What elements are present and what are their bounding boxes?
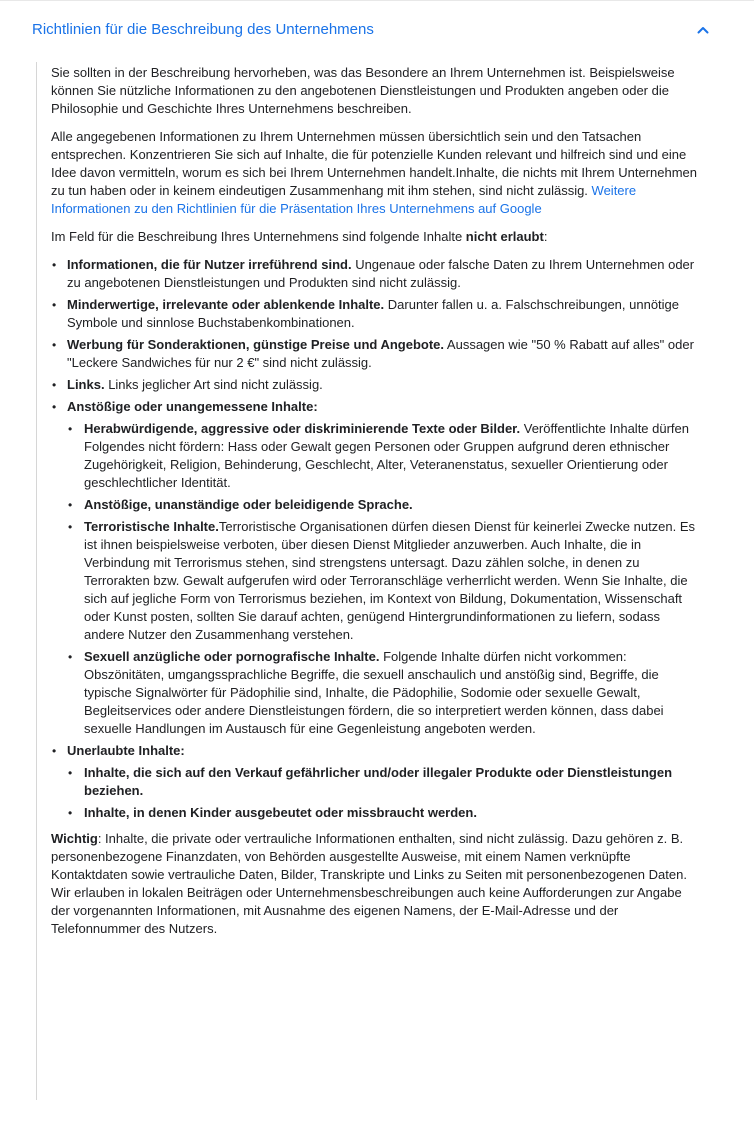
sublist-item bbox=[67, 764, 703, 800]
rules-list bbox=[51, 256, 703, 822]
sublist-item bbox=[67, 648, 703, 738]
rule-text: Darunter fallen u. a. Falschschreibungen, unnötige Symbole und sinnlose Buchstabenkombinationen. bbox=[67, 297, 680, 330]
accordion-title[interactable]: Richtlinien für die Beschreibung des Unternehmens bbox=[32, 21, 374, 38]
list-item bbox=[51, 256, 703, 292]
important-text: : Inhalte, die private oder vertrauliche Informationen enthalten, sind nicht zulässig. Dazu gehören z. B. personenbezogene Finanzdaten, von Behörden ausgestellte Ausweise, mit einem Namen verknüpfte Kontaktdaten sowie vertrauliche Daten, Bilder, Transkripte und Links zu Seiten mit personenbezogenen Daten. Wir erlauben in lokalen Beiträgen oder Unternehmensbeschreibungen auch keine Aufforderungen zur Angabe der vorgenannten Informationen, mit Ausnahme des eigenen Namens, der E-Mail-Adresse und der Telefonnummer des Nutzers. bbox=[51, 831, 687, 936]
rule-title: Anstößige oder unangemessene Inhalte: bbox=[67, 399, 318, 414]
rule-text: Aussagen wie "50 % Rabatt auf alles" oder "Leckere Sandwiches für nur 2 €" sind nicht zulässig. bbox=[67, 337, 694, 370]
subrule-title: Terroristische Inhalte. bbox=[84, 519, 219, 534]
intro-paragraph-3 bbox=[51, 228, 703, 246]
important-label: Wichtig bbox=[51, 831, 98, 846]
subrule-title: Anstößige, unanständige oder beleidigende Sprache. bbox=[84, 497, 413, 512]
subrule-title: Herabwürdigende, aggressive oder diskriminierende Texte oder Bilder. bbox=[84, 421, 521, 436]
subrule-text: Terroristische Organisationen dürfen diesen Dienst für keinerlei Zwecke nutzen. Es ist ihnen beispielsweise verboten, über diesen Dienst Mitglieder anzuwerben. Auch Inhalte, die in Verbindung mit Terrorismus stehen, sind strengstens untersagt. Dazu zählen solche, in denen zu Terrorakten bzw. Gewalt aufgerufen wird oder Terroranschläge verherrlicht werden. Wenn Sie Inhalte, die sich auf jegliche Form von Terrorismus beziehen, im Kontext von Bildung, Dokumentation, Wissenschaft oder Kunst posten, sollten Sie darauf achten, genügend Hintergrundinformationen zu liefern, sodass andere Nutzer den Zusammenhang verstehen. bbox=[84, 519, 696, 642]
intro-paragraph-2-text: Alle angegebenen Informationen zu Ihrem Unternehmen müssen übersichtlich sein und den Tatsachen entsprechen. Konzentrieren Sie sich auf Inhalte, die für potenzielle Kunden relevant und hilfreich sind und eine Idee davon vermitteln, worum es sich bei Ihrem Unternehmen handelt.Inhalte, die nichts mit Ihrem Unternehmen zu tun haben oder in keinem eindeutigen Zusammenhang mit ihm stehen, sind nicht zulässig. bbox=[51, 129, 697, 198]
intro-paragraph-3-text: Im Feld für die Beschreibung Ihres Unternehmens sind folgende Inhalte bbox=[51, 229, 466, 244]
sublist-item bbox=[67, 518, 703, 644]
intro-paragraph-1: Sie sollten in der Beschreibung hervorheben, was das Besondere an Ihrem Unternehmen ist. Beispielsweise können Sie nützliche Informationen zu den angebotenen Dienstleistungen und Produkten angeben oder die Philosophie und Geschichte Ihres Unternehmens beschreiben. bbox=[51, 65, 675, 116]
not-allowed-emphasis: nicht erlaubt bbox=[465, 229, 544, 244]
subrule-title: Sexuell anzügliche oder pornografische Inhalte. bbox=[84, 649, 380, 664]
accordion-content bbox=[36, 62, 743, 1100]
chevron-up-icon[interactable] bbox=[695, 22, 711, 38]
list-item-offensive bbox=[51, 398, 703, 738]
rule-title: Links. bbox=[67, 377, 105, 392]
rule-title: Informationen, die für Nutzer irreführend sind. bbox=[67, 257, 352, 272]
sublist-item bbox=[67, 804, 703, 822]
rule-text: Links jeglicher Art sind nicht zulässig. bbox=[104, 377, 323, 392]
rule-text: Ungenaue oder falsche Daten zu Ihrem Unternehmen oder zu angebotenen Dienstleistungen und Produkten sind nicht zulässig. bbox=[67, 257, 695, 290]
subrule-text: Veröffentlichte Inhalte dürfen Folgendes nicht fördern: Hass oder Gewalt gegen Personen oder Gruppen aufgrund deren ethnischer Zugehörigkeit, Religion, Behinderung, Geschlecht, Alter, Veteranenstatus, sexueller Orientierung oder geschlechtlicher Identität. bbox=[84, 421, 690, 490]
subrule-title: Inhalte, die sich auf den Verkauf gefährlicher und/oder illegaler Produkte oder Dienstleistungen beziehen. bbox=[84, 765, 673, 798]
list-item-prohibited bbox=[51, 742, 703, 822]
intro-paragraph-2 bbox=[51, 128, 703, 218]
prohibited-sublist bbox=[67, 764, 703, 822]
rule-title: Werbung für Sonderaktionen, günstige Preise und Angebote. bbox=[67, 337, 445, 352]
important-note bbox=[51, 830, 703, 938]
list-item bbox=[51, 376, 703, 394]
intro-paragraph-3-end: : bbox=[543, 229, 548, 244]
rule-title: Minderwertige, irrelevante oder ablenkende Inhalte. bbox=[67, 297, 385, 312]
subrule-text: Folgende Inhalte dürfen nicht vorkommen: Obszönitäten, umgangssprachliche Begriffe, die sexuell anschaulich und anstößig sind, Begriffe, die typische Signalwörter für Pädophilie sind, Inhalte, die Pädophilie, Sodomie oder sexuelle Gewalt, Begleitservices oder andere Dienstleistungen fördern, die so interpretiert werden können, dass dabei sexuelle Handlungen im Austausch für eine Gegenleistung angeboten werden. bbox=[84, 649, 664, 736]
sublist-item bbox=[67, 420, 703, 492]
accordion-header[interactable] bbox=[0, 0, 754, 64]
list-item bbox=[51, 296, 703, 332]
offensive-sublist bbox=[67, 420, 703, 738]
sublist-item bbox=[67, 496, 703, 514]
rule-title: Unerlaubte Inhalte: bbox=[67, 743, 185, 758]
policy-link[interactable]: Weitere Informationen zu den Richtlinien für die Präsentation Ihres Unternehmens auf Google bbox=[51, 183, 637, 216]
subrule-title: Inhalte, in denen Kinder ausgebeutet oder missbraucht werden. bbox=[84, 805, 477, 820]
list-item bbox=[51, 336, 703, 372]
